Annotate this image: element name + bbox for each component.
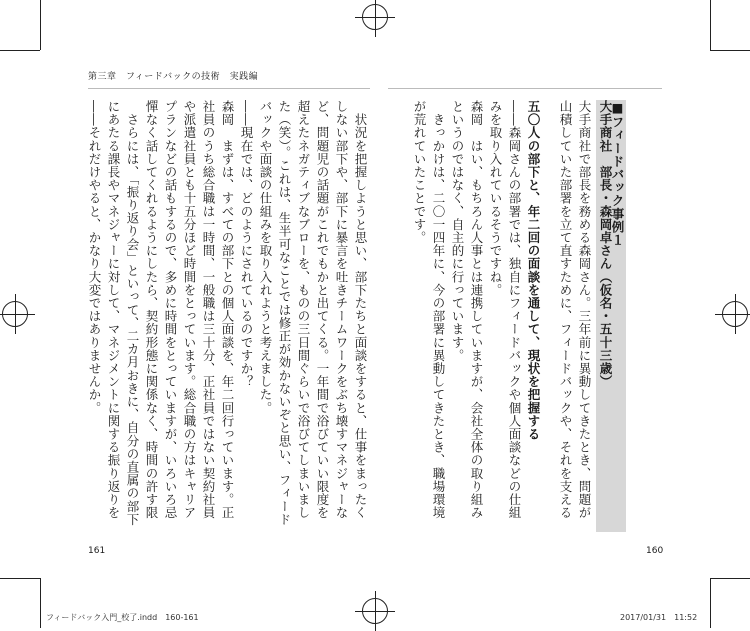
interviewer-question: ――現在では、どのようにされているのですか？ xyxy=(239,100,254,389)
registration-mark xyxy=(362,4,388,30)
intro-paragraph: 大手商社で部長を務める森岡さん。三年前に異動してきたとき、問題が山積していた部署を立て直すために、フィードバックや、それを支える xyxy=(558,100,592,520)
registration-mark xyxy=(362,598,388,624)
case-subject: 大手商社 部長・森岡卓さん（仮名・五十三歳） xyxy=(598,100,613,389)
interviewee-answer: 森岡 はい、もちろん人事とは連携していますが、会社全体の取り組みというのではなく、自主的に行っています。 xyxy=(450,100,484,520)
interviewer-question: ――森岡さんの部署では、独自にフィードバックや個人面談などの仕組みを取り入れているそうですね。 xyxy=(488,100,522,520)
case-title: ■フィードバック事例１ xyxy=(610,100,625,247)
crop-mark xyxy=(710,578,711,628)
interviewer-question: ――それだけやると、かなり大変ではありませんか。 xyxy=(87,100,102,415)
print-timestamp: 2017/01/31 11:52 xyxy=(620,613,698,622)
header-rule xyxy=(388,88,662,89)
page-number-right: 160 xyxy=(646,546,664,556)
interviewee-answer: さらには、「振り返り会」といって、二カ月おきに、自分の直属の部下にあたる課長やマネジャーに対して、マネジメントに関する振り返りを xyxy=(106,100,140,527)
crop-mark xyxy=(710,50,750,51)
interviewee-answer: 森岡 まずは、すべての部下との個人面談を、年二回行っています。正社員のうち総合職は一時間、一般職は三十分、正社員ではない契約社員や派遣社員とも十五分ほど時間をとっています。総合職の方はキャリアプランなどの話もするので、多めに時間をとっていますが、いろいろ忌憚なく話してくれるようにしたら、契約形態に関係なく、時間の許す限 xyxy=(144,100,235,520)
header-rule xyxy=(88,88,370,89)
crop-mark xyxy=(710,578,750,579)
file-slug: フィードバック入門_校了.indd 160-161 xyxy=(46,613,199,622)
crop-mark xyxy=(40,578,41,628)
running-header: 第三章 フィードバックの技術 実践編 xyxy=(88,72,259,82)
section-heading: 五〇人の部下と、年二回の面談を通して、現状を把握する xyxy=(526,100,541,441)
interviewee-answer: きっかけは、二〇一四年に、今の部署に異動してきたとき、職場環境が荒れていたことです。 xyxy=(412,100,446,520)
body-paragraph: 状況を把握しようと思い、部下たちと面談をすると、仕事をまったくしない部下や、部下に暴言を吐きチームワークをぶち壊すマネジャーなど、問題児の話題がこれでもかと出てくる。一年間で浴びていい限度を超えたネガティブなブローを、ものの三日間ぐらいで浴びてしまいました（笑）。これは、生半可なことでは修正が効かないぞと思い、フィードバックや面談の仕組みを取り入れようと考えました。 xyxy=(258,100,368,527)
crop-mark xyxy=(40,0,41,50)
page-number-left: 161 xyxy=(88,546,106,556)
crop-mark xyxy=(710,0,711,50)
crop-mark xyxy=(0,50,40,51)
registration-mark xyxy=(2,301,28,327)
crop-mark xyxy=(0,578,40,579)
registration-mark xyxy=(722,301,748,327)
